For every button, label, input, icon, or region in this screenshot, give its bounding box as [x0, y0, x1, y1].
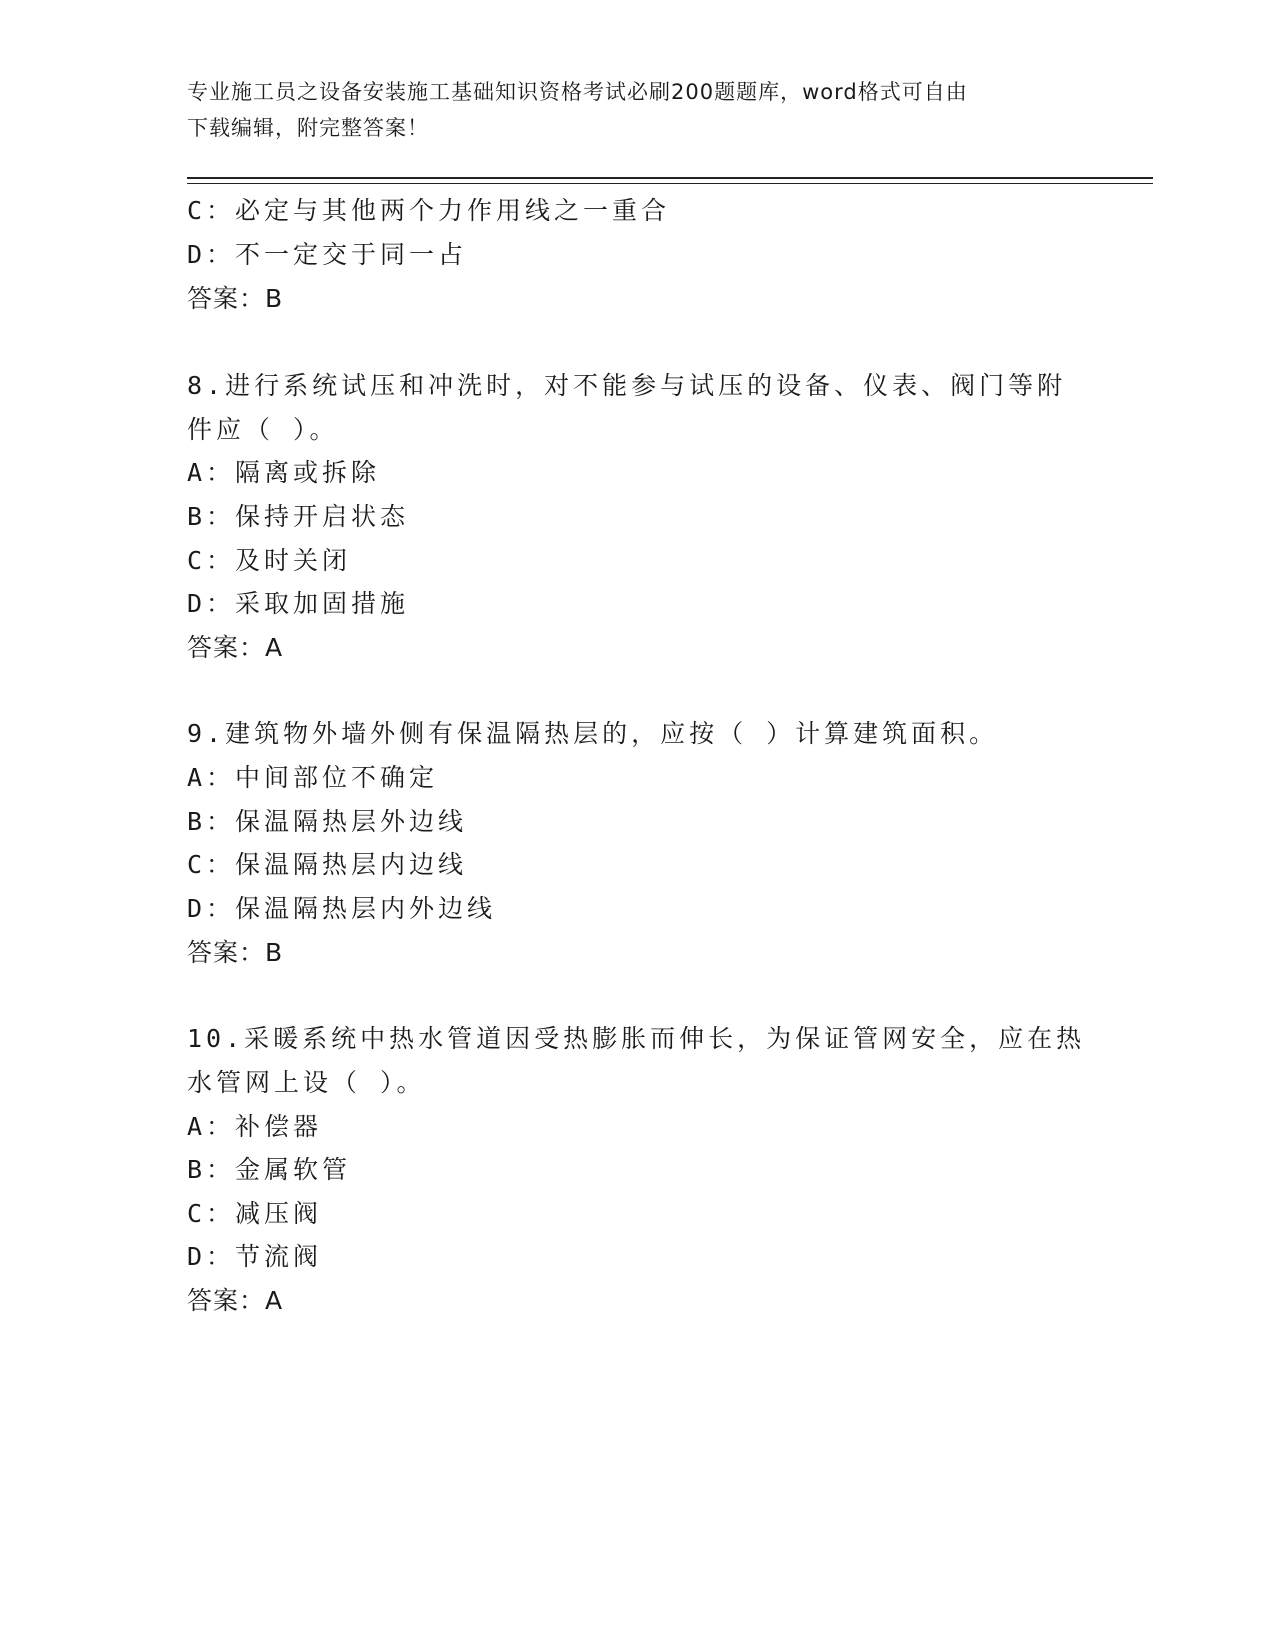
header-title-line-1: 专业施工员之设备安装施工基础知识资格考试必刷200题题库，word格式可自由 [187, 80, 968, 104]
fragment-answer: 答案：B [187, 284, 284, 313]
question-9-option-d: D：保温隔热层内外边线 [187, 894, 497, 923]
question-8-answer: 答案：A [187, 633, 284, 662]
question-8-option-b: B：保持开启状态 [187, 502, 410, 531]
fragment-option-d: D：不一定交于同一占 [187, 240, 468, 269]
question-10-option-c: C：减压阀 [187, 1199, 323, 1228]
question-8-option-d: D：采取加固措施 [187, 589, 410, 618]
question-8-option-a: A：隔离或拆除 [187, 458, 381, 487]
document-header [187, 74, 1067, 146]
question-10-stem-line-1: 10.采暖系统中热水管道因受热膨胀而伸长，为保证管网安全，应在热 [187, 1024, 1086, 1053]
question-8-option-c: C：及时关闭 [187, 546, 352, 575]
header-title-line-2: 下载编辑，附完整答案！ [187, 116, 429, 140]
question-9-option-c: C：保温隔热层内边线 [187, 850, 468, 879]
question-8-stem-line-1: 8.进行系统试压和冲洗时，对不能参与试压的设备、仪表、阀门等附 [187, 371, 1067, 400]
question-9-stem-line-1: 9.建筑物外墙外侧有保温隔热层的，应按（ ）计算建筑面积。 [187, 719, 999, 748]
question-9-option-a: A：中间部位不确定 [187, 763, 439, 792]
fragment-option-c: C：必定与其他两个力作用线之一重合 [187, 196, 671, 225]
question-9-option-b: B：保温隔热层外边线 [187, 807, 468, 836]
question-9-answer: 答案：B [187, 938, 284, 967]
question-10-option-b: B：金属软管 [187, 1155, 352, 1184]
header-divider-thin [187, 183, 1153, 184]
question-10-option-d: D：节流阀 [187, 1242, 323, 1271]
question-10-option-a: A：补偿器 [187, 1112, 323, 1141]
question-10-answer: 答案：A [187, 1286, 284, 1315]
header-divider-thick [187, 177, 1153, 179]
question-10-stem-line-2: 水管网上设（ ）。 [187, 1068, 426, 1097]
question-8-stem-line-2: 件应（ ）。 [187, 415, 339, 444]
